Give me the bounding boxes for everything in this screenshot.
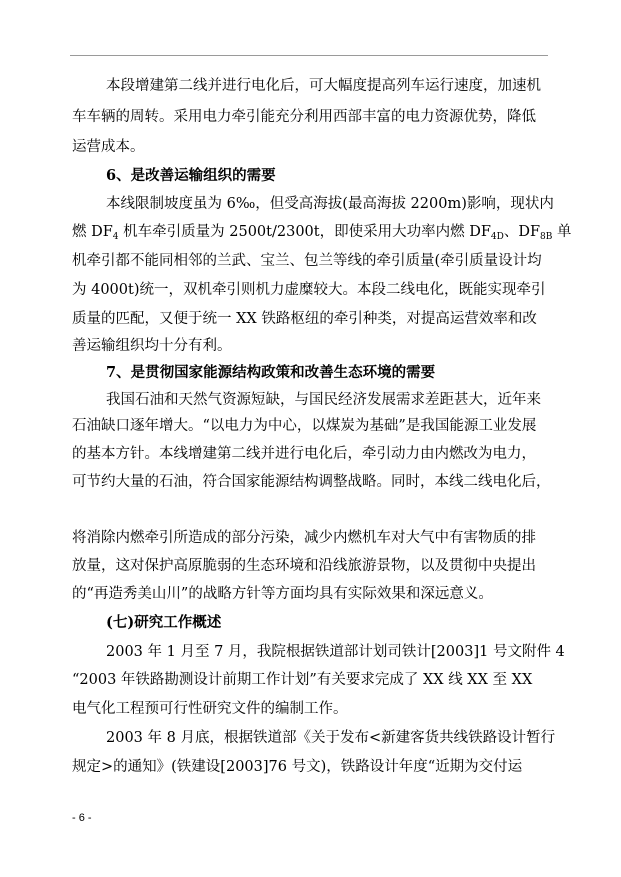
p2-line-6: 善运输组织均十分有利。 [72, 338, 232, 354]
page-number: - 6 - [72, 812, 92, 824]
p5-line-2: 规定>的通知》(铁建设[2003]76 号文)，铁路设计年度“近期为交付运 [72, 759, 523, 775]
header-rule [70, 55, 548, 56]
p1-line-3: 运营成本。 [72, 139, 145, 155]
p3-line-7: 的“再造秀美山川”的战略方针等方面均具有实际效果和深远意义。 [72, 586, 493, 602]
heading-7: 7、是贯彻国家能源结构政策和改善生态环境的需要 [106, 364, 436, 381]
heading-6: 6、是改善运输组织的需要 [106, 167, 276, 184]
p4-line-1: 2003 年 1 月至 7 月，我院根据铁道部计划司铁计[2003]1 号文附件 4 [106, 644, 565, 660]
p3-line-3: 的基本方针。本线增建第二线并进行电化后，牵引动力由内燃改为电力， [72, 446, 536, 462]
p2-line-4: 为 4000t)统一，双机牵引则机力虚糜较大。本段二线电化，既能实现牵引 [72, 282, 546, 298]
p3-line-5: 将消除内燃牵引所造成的部分污染，减少内燃机车对大气中有害物质的排 [72, 530, 536, 546]
p2-line-5: 质量的匹配，又便于统一 XX 铁路枢纽的牵引种类，对提高运营效率和改 [72, 311, 537, 327]
p5-line-1: 2003 年 8 月底，根据铁道部《关于发布<新建客货共线铁路设计暂行 [106, 730, 556, 746]
p4-line-3: 电气化工程预可行性研究文件的编制工作。 [72, 701, 348, 717]
p2-line-1: 本线限制坡度虽为 6‰，但受高海拔(最高海拔 2200m)影响，现状内 [106, 196, 554, 212]
p3-line-2: 石油缺口逐年增大。“以电力为中心，以煤炭为基础”是我国能源工业发展 [72, 418, 537, 434]
p2-line-2: 燃 $DF_4$ 机车牵引质量为 2500t/2300t，即使采用大功率内燃 $DF_{4D}$、$DF_{8B}$ 单 [72, 224, 572, 242]
p3-line-6: 放量，这对保护高原脆弱的生态环境和沿线旅游景物，以及贯彻中央提出 [72, 558, 536, 574]
p2-line-3: 机牵引都不能同相邻的兰武、宝兰、包兰等线的牵引质量(牵引质量设计均 [72, 253, 542, 269]
heading-research-overview: (七)研究工作概述 [106, 614, 222, 631]
p4-line-2: “2003 年铁路勘测设计前期工作计划”有关要求完成了 XX 线 XX 至 XX [72, 672, 533, 688]
p3-line-1: 我国石油和天然气资源短缺，与国民经济发展需求差距甚大，近年来 [106, 392, 541, 408]
p1-line-2: 车车辆的周转。采用电力牵引能充分利用西部丰富的电力资源优势，降低 [72, 109, 536, 125]
p3-line-4: 可节约大量的石油，符合国家能源结构调整战略。同时，本线二线电化后， [72, 474, 551, 490]
p1-line-1: 本段增建第二线并进行电化后，可大幅度提高列车运行速度，加速机 [106, 78, 541, 94]
